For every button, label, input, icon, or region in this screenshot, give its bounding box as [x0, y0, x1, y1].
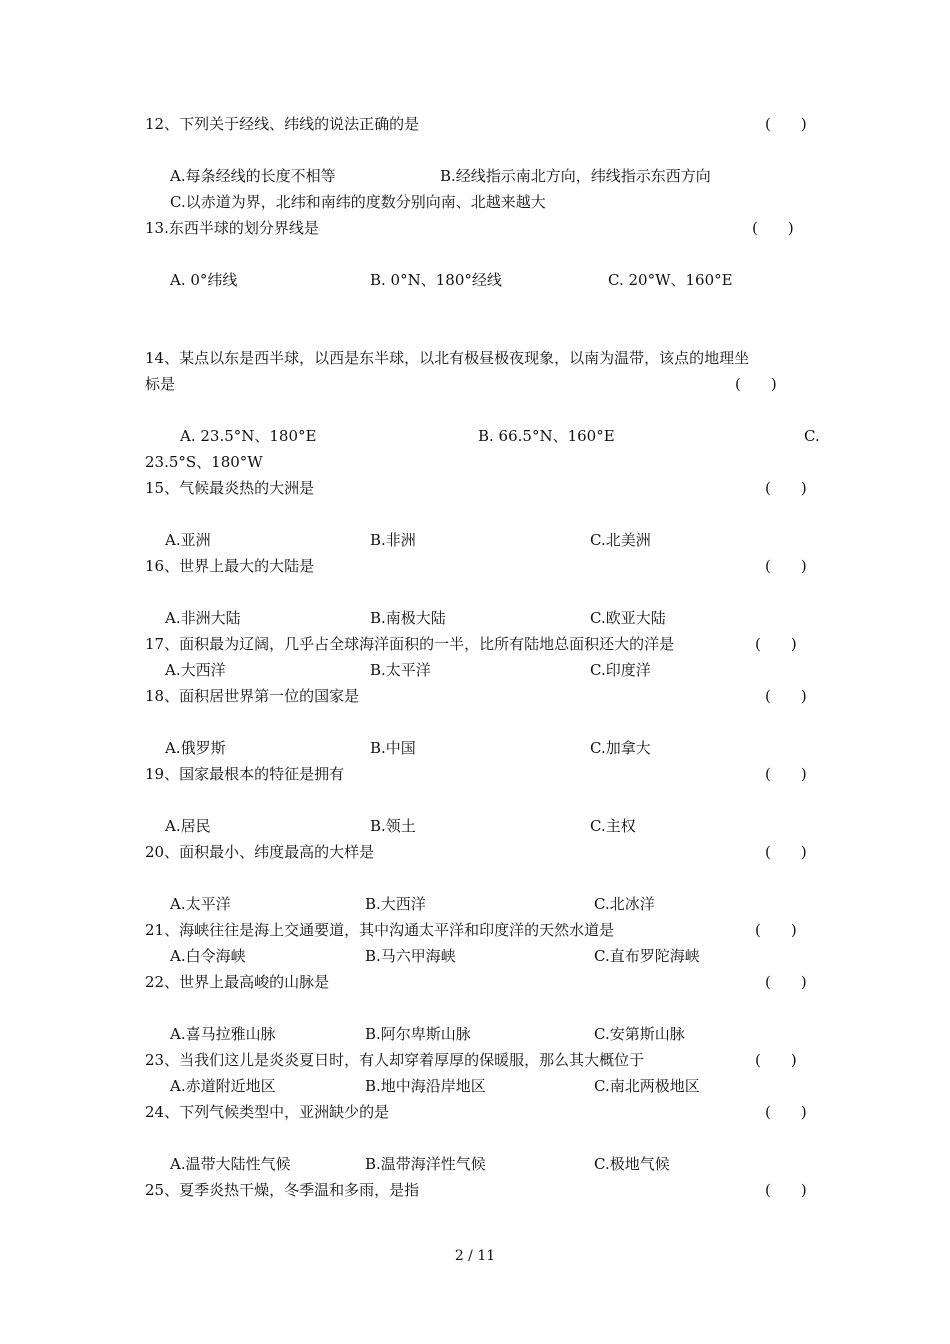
- answer-blank: ( ): [765, 557, 807, 575]
- question-17-stem: 17、面积最为辽阔，几乎占全球海洋面积的一半，比所有陆地总面积还大的洋是: [145, 635, 675, 653]
- question-12-option-c: C.以赤道为界，北纬和南纬的度数分别向南、北越来越大: [170, 193, 546, 211]
- question-23-stem: 23、当我们这儿是炎炎夏日时，有人却穿着厚厚的保暖服，那么其大概位于: [145, 1051, 645, 1069]
- question-18-stem: 18、面积居世界第一位的国家是: [145, 687, 360, 705]
- question-21-option-c: C.直布罗陀海峡: [594, 947, 700, 965]
- question-13-option-b: B. 0°N、180°经线: [370, 271, 502, 289]
- answer-blank: ( ): [755, 921, 797, 939]
- question-21-stem: 21、海峡往往是海上交通要道，其中沟通太平洋和印度洋的天然水道是: [145, 921, 615, 939]
- question-19-stem: 19、国家最根本的特征是拥有: [145, 765, 345, 783]
- question-17-option-c: C.印度洋: [590, 661, 651, 679]
- question-21-option-b: B.马六甲海峡: [365, 947, 456, 965]
- question-15-stem: 15、气候最炎热的大洲是: [145, 479, 315, 497]
- question-12-option-b: B.经线指示南北方向，纬线指示东西方向: [440, 167, 711, 185]
- question-24-stem: 24、下列气候类型中，亚洲缺少的是: [145, 1103, 390, 1121]
- question-22-option-b: B.阿尔卑斯山脉: [365, 1025, 471, 1043]
- answer-blank: ( ): [765, 973, 807, 991]
- question-19-option-c: C.主权: [590, 817, 636, 835]
- question-12-option-a: A.每条经线的长度不相等: [170, 167, 336, 185]
- question-20-option-c: C.北冰洋: [594, 895, 655, 913]
- question-13-option-a: A. 0°纬线: [170, 271, 238, 289]
- question-22-option-c: C.安第斯山脉: [594, 1025, 685, 1043]
- question-13-option-c: C. 20°W、160°E: [608, 271, 733, 289]
- question-15-option-b: B.非洲: [370, 531, 416, 549]
- question-14-stem-cont: 标是: [145, 375, 176, 393]
- question-23-option-a: A.赤道附近地区: [170, 1077, 276, 1095]
- question-19-option-b: B.领土: [370, 817, 416, 835]
- question-18-option-b: B.中国: [370, 739, 416, 757]
- question-17-option-b: B.太平洋: [370, 661, 431, 679]
- answer-blank: ( ): [765, 765, 807, 783]
- answer-blank: ( ): [765, 843, 807, 861]
- question-22-option-a: A.喜马拉雅山脉: [170, 1025, 276, 1043]
- answer-blank: ( ): [765, 687, 807, 705]
- question-14-option-c-value: 23.5°S、180°W: [145, 453, 263, 471]
- question-15-option-a: A.亚洲: [165, 531, 211, 549]
- question-14-option-c-label: C.: [804, 427, 820, 445]
- answer-blank: ( ): [765, 479, 807, 497]
- question-20-stem: 20、面积最小、纬度最高的大样是: [145, 843, 375, 861]
- question-14-stem: 14、某点以东是西半球，以西是东半球，以北有极昼极夜现象，以南为温带，该点的地理坐: [145, 349, 750, 367]
- answer-blank: ( ): [752, 219, 794, 237]
- question-22-stem: 22、世界上最高峻的山脉是: [145, 973, 330, 991]
- question-18-option-a: A.俄罗斯: [165, 739, 226, 757]
- answer-blank: ( ): [735, 375, 777, 393]
- question-19-option-a: A.居民: [165, 817, 211, 835]
- question-20-option-a: A.太平洋: [170, 895, 231, 913]
- question-20-option-b: B.大西洋: [365, 895, 426, 913]
- question-24-option-b: B.温带海洋性气候: [365, 1155, 486, 1173]
- question-25-stem: 25、夏季炎热干燥，冬季温和多雨，是指: [145, 1181, 420, 1199]
- question-21-option-a: A.白令海峡: [170, 947, 246, 965]
- page-number: 2 / 11: [454, 1248, 496, 1264]
- answer-blank: ( ): [755, 635, 797, 653]
- question-24-option-a: A.温带大陆性气候: [170, 1155, 291, 1173]
- question-24-option-c: C.极地气候: [594, 1155, 670, 1173]
- question-16-option-a: A.非洲大陆: [165, 609, 241, 627]
- question-16-stem: 16、世界上最大的大陆是: [145, 557, 315, 575]
- question-16-option-b: B.南极大陆: [370, 609, 446, 627]
- question-23-option-c: C.南北两极地区: [594, 1077, 700, 1095]
- answer-blank: ( ): [755, 1051, 797, 1069]
- question-23-option-b: B.地中海沿岸地区: [365, 1077, 486, 1095]
- question-12-stem: 12、下列关于经线、纬线的说法正确的是: [145, 115, 420, 133]
- question-13-stem: 13.东西半球的划分界线是: [145, 219, 319, 237]
- question-16-option-c: C.欧亚大陆: [590, 609, 666, 627]
- question-18-option-c: C.加拿大: [590, 739, 651, 757]
- question-14-option-a: A. 23.5°N、180°E: [180, 427, 317, 445]
- question-15-option-c: C.北美洲: [590, 531, 651, 549]
- answer-blank: ( ): [765, 1103, 807, 1121]
- answer-blank: ( ): [765, 115, 807, 133]
- answer-blank: ( ): [765, 1181, 807, 1199]
- question-14-option-b: B. 66.5°N、160°E: [478, 427, 615, 445]
- question-17-option-a: A.大西洋: [165, 661, 226, 679]
